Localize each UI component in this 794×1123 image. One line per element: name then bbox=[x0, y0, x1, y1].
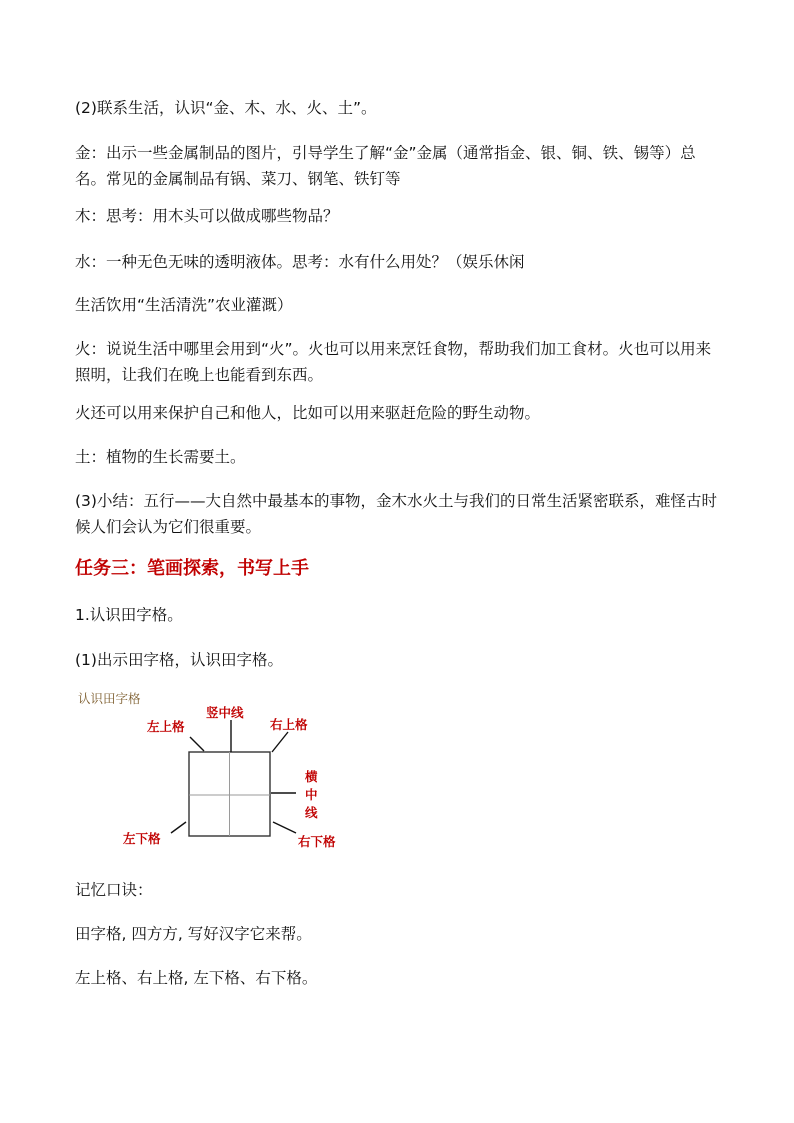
diagram-title: 认识田字格 bbox=[78, 691, 141, 706]
section-heading: 任务三：笔画探索，书写上手 bbox=[75, 558, 309, 579]
paragraph-fire-protect: 火还可以用来保护自己和他人，比如可以用来驱赶危险的野生动物。 bbox=[75, 404, 541, 422]
label-vertical-center: 竖中线 bbox=[206, 705, 244, 720]
paragraph-summary: (3)小结：五行——大自然中最基本的事物，金木水火土与我们的日常生活紧密联系，难怪古时候人们会认为它们很重要。 bbox=[75, 492, 717, 536]
paragraph-water-uses: 生活饮用“生活清洗”农业灌溉） bbox=[75, 296, 293, 314]
mnemonic-line-1: 田字格, 四方方, 写好汉字它来帮。 bbox=[75, 925, 312, 943]
label-horizontal-center-1: 横 bbox=[305, 769, 318, 784]
tianzige-svg bbox=[60, 685, 360, 855]
paragraph-fire: 火：说说生活中哪里会用到“火”。火也可以用来烹饪食物，帮助我们加工食材。火也可以用来照明，让我们在晚上也能看到东西。 bbox=[75, 340, 712, 384]
pointer-bottom-left bbox=[171, 822, 186, 833]
label-horizontal-center-3: 线 bbox=[305, 805, 318, 820]
paragraph-metal: 金：出示一些金属制品的图片，引导学生了解“金”金属（通常指金、银、铜、铁、锡等）总名。常见的金属制品有锅、菜刀、钢笔、铁钉等 bbox=[75, 144, 696, 188]
paragraph-wood: 木：思考：用木头可以做成哪些物品？ bbox=[75, 207, 339, 225]
label-top-left: 左上格 bbox=[147, 719, 185, 734]
label-bottom-right: 右下格 bbox=[298, 834, 336, 849]
paragraph-water: 水：一种无色无味的透明液体。思考：水有什么用处？（娱乐休闲 bbox=[75, 253, 525, 271]
pointer-top-right bbox=[272, 732, 288, 752]
paragraph-intro: (2)联系生活，认识“金、木、水、火、土”。 bbox=[75, 99, 377, 117]
tianzige-diagram bbox=[60, 685, 360, 855]
paragraph-step-1-1: (1)出示田字格，认识田字格。 bbox=[75, 651, 283, 669]
mnemonic-line-2: 左上格、右上格, 左下格、右下格。 bbox=[75, 969, 318, 987]
label-bottom-left: 左下格 bbox=[123, 831, 161, 846]
pointer-bottom-right bbox=[273, 822, 296, 833]
paragraph-earth: 土：植物的生长需要土。 bbox=[75, 448, 246, 466]
mnemonic-title: 记忆口诀： bbox=[75, 881, 153, 899]
label-top-right: 右上格 bbox=[270, 717, 308, 732]
paragraph-step-1: 1.认识田字格。 bbox=[75, 606, 183, 624]
label-horizontal-center-2: 中 bbox=[305, 787, 318, 802]
pointer-top-left bbox=[190, 737, 204, 751]
